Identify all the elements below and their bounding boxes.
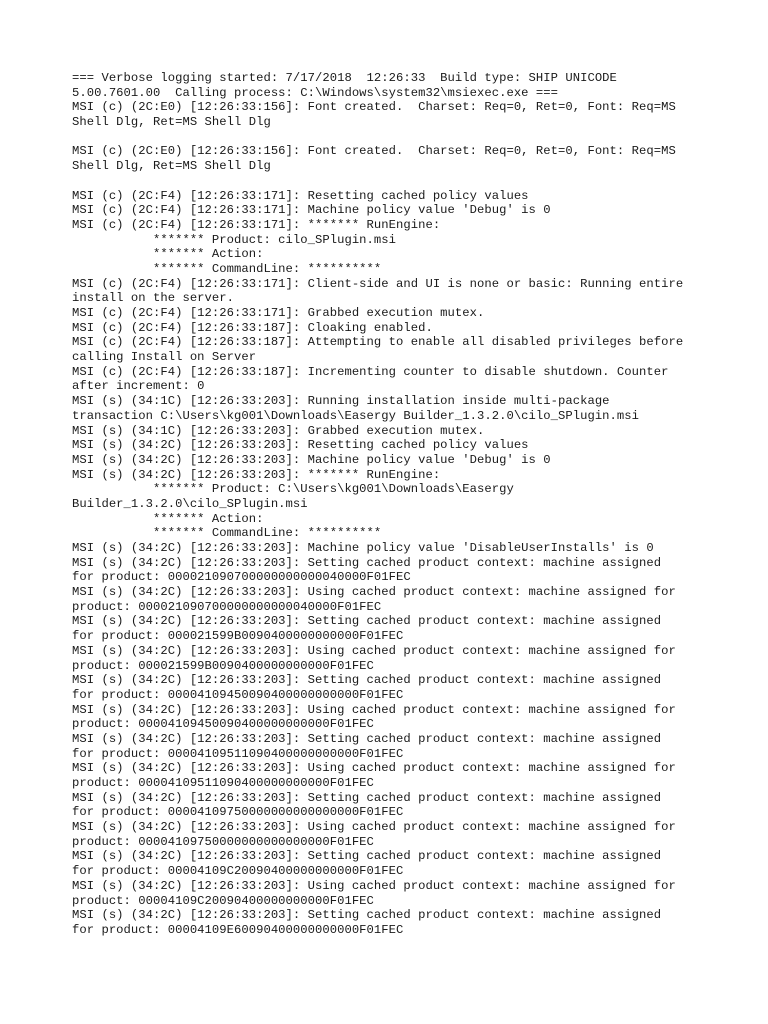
- log-line: product: 00004109511090400000000000F01FEC: [72, 776, 374, 790]
- log-line: MSI (c) (2C:F4) [12:26:33:171]: ******* RunEngine:: [72, 217, 441, 232]
- verbose-log-text: [72, 71, 712, 938]
- log-line: MSI (s) (34:2C) [12:26:33:203]: Using cached product context: machine assigned for: [72, 820, 676, 835]
- log-line: for product: 00004109E60090400000000000F01FEC: [72, 922, 404, 937]
- log-line: MSI (s) (34:2C) [12:26:33:203]: Setting cached product context: machine assigned: [72, 908, 662, 923]
- log-line: calling Install on Server: [72, 350, 257, 365]
- log-line: MSI (s) (34:2C) [12:26:33:203]: Resetting cached policy values: [72, 438, 529, 453]
- log-line: MSI (s) (34:2C) [12:26:33:203]: Using cached product context: machine assigned for: [72, 585, 676, 600]
- log-line: MSI (c) (2C:F4) [12:26:33:171]: Client-side and UI is none or basic: Running entire: [72, 276, 684, 291]
- log-line: MSI (s) (34:2C) [12:26:33:203]: Using cached product context: machine assigned for: [72, 702, 676, 717]
- log-line: Shell Dlg, Ret=MS Shell Dlg: [72, 159, 271, 174]
- log-line: MSI (s) (34:1C) [12:26:33:203]: Grabbed execution mutex.: [72, 423, 485, 438]
- log-line: after increment: 0: [72, 379, 205, 394]
- log-line: product: 00004109750000000000000000F01FEC: [72, 834, 374, 849]
- log-line: for product: 000021599B0090400000000000F01FEC: [72, 629, 404, 644]
- log-line: MSI (c) (2C:F4) [12:26:33:171]: Resetting cached policy values: [72, 188, 529, 203]
- log-line: ******* Action:: [72, 247, 264, 262]
- log-line: MSI (c) (2C:F4) [12:26:33:171]: Machine policy value 'Debug' is 0: [72, 203, 551, 218]
- log-line: ******* Product: C:\Users\kg001\Downloads\Easergy: [72, 482, 514, 497]
- log-line: MSI (s) (34:2C) [12:26:33:203]: Setting cached product context: machine assigned: [72, 673, 662, 688]
- log-line: MSI (s) (34:1C) [12:26:33:203]: Running installation inside multi-package: [72, 394, 610, 409]
- log-line: for product: 00004109511090400000000000F01FEC: [72, 746, 404, 761]
- log-line: Shell Dlg, Ret=MS Shell Dlg: [72, 115, 271, 130]
- log-line: install on the server.: [72, 291, 235, 306]
- log-line: [72, 174, 712, 189]
- log-line: MSI (s) (34:2C) [12:26:33:203]: Setting cached product context: machine assigned: [72, 731, 662, 746]
- log-line: product: 00004109450090400000000000F01FEC: [72, 717, 374, 732]
- log-line: MSI (s) (34:2C) [12:26:33:203]: Using cached product context: machine assigned for: [72, 761, 676, 776]
- log-line: transaction C:\Users\kg001\Downloads\Easergy Builder_1.3.2.0\cilo_SPlugin.msi: [72, 408, 640, 423]
- log-line: ******* Action:: [72, 511, 264, 526]
- log-line: product: 000021090700000000000040000F01FEC: [72, 599, 382, 614]
- log-line: product: 000021599B0090400000000000F01FEC: [72, 658, 374, 673]
- log-line: === Verbose logging started: 7/17/2018 12:26:33 Build type: SHIP UNICODE: [72, 71, 617, 85]
- log-line: MSI (c) (2C:F4) [12:26:33:187]: Incrementing counter to disable shutdown. Counter: [72, 364, 669, 379]
- log-line: for product: 00004109750000000000000000F01FEC: [72, 805, 404, 820]
- log-line: MSI (c) (2C:F4) [12:26:33:187]: Attempting to enable all disabled privileges before: [72, 335, 684, 350]
- log-line: MSI (s) (34:2C) [12:26:33:203]: ******* RunEngine:: [72, 467, 441, 482]
- log-line: MSI (s) (34:2C) [12:26:33:203]: Machine policy value 'DisableUserInstalls' is 0: [72, 541, 654, 555]
- log-line: MSI (s) (34:2C) [12:26:33:203]: Setting cached product context: machine assigned: [72, 555, 662, 570]
- log-line: MSI (c) (2C:F4) [12:26:33:171]: Grabbed execution mutex.: [72, 306, 485, 320]
- log-line: MSI (s) (34:2C) [12:26:33:203]: Setting cached product context: machine assigned: [72, 790, 662, 805]
- log-line: ******* CommandLine: **********: [72, 526, 382, 541]
- log-line: MSI (s) (34:2C) [12:26:33:203]: Using cached product context: machine assigned for: [72, 878, 676, 893]
- log-line: MSI (s) (34:2C) [12:26:33:203]: Machine policy value 'Debug' is 0: [72, 452, 551, 467]
- log-line: ******* CommandLine: **********: [72, 261, 382, 276]
- log-line: MSI (c) (2C:E0) [12:26:33:156]: Font created. Charset: Req=0, Ret=0, Font: Req=MS: [72, 100, 676, 115]
- log-line: MSI (s) (34:2C) [12:26:33:203]: Setting cached product context: machine assigned: [72, 849, 662, 864]
- log-line: product: 00004109C20090400000000000F01FEC: [72, 893, 374, 908]
- log-line: for product: 000021090700000000000040000F01FEC: [72, 570, 411, 585]
- log-line: for product: 00004109C20090400000000000F01FEC: [72, 864, 404, 879]
- log-line: for product: 00004109450090400000000000F01FEC: [72, 687, 404, 702]
- log-line: MSI (s) (34:2C) [12:26:33:203]: Setting cached product context: machine assigned: [72, 614, 662, 629]
- log-line: Builder_1.3.2.0\cilo_SPlugin.msi: [72, 496, 308, 511]
- log-line: MSI (c) (2C:F4) [12:26:33:187]: Cloaking enabled.: [72, 320, 433, 335]
- log-line: 5.00.7601.00 Calling process: C:\Windows\system32\msiexec.exe ===: [72, 85, 559, 100]
- log-line: ******* Product: cilo_SPlugin.msi: [72, 232, 397, 247]
- log-line: MSI (s) (34:2C) [12:26:33:203]: Using cached product context: machine assigned for: [72, 643, 676, 658]
- log-line: [72, 130, 712, 145]
- log-line: MSI (c) (2C:E0) [12:26:33:156]: Font created. Charset: Req=0, Ret=0, Font: Req=MS: [72, 144, 676, 159]
